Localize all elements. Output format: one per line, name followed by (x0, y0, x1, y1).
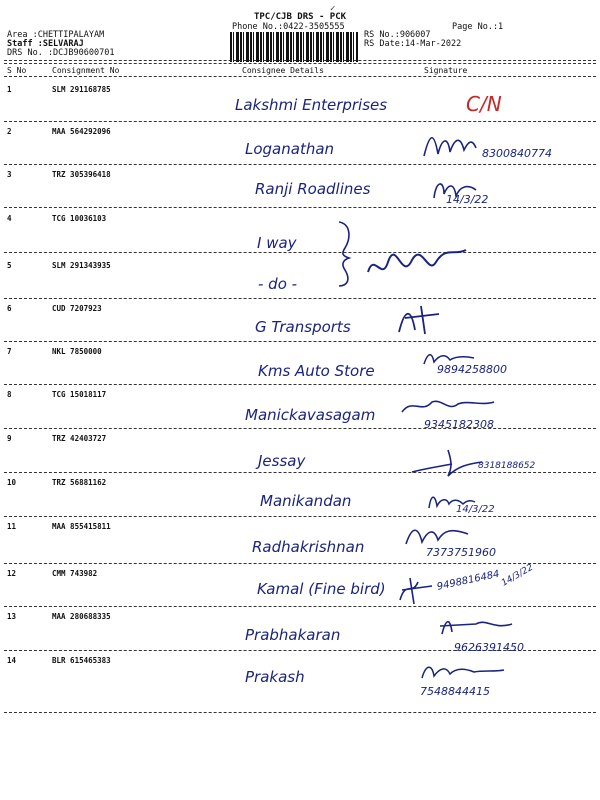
check-mark-icon: ✓ (330, 4, 336, 14)
row-sno: 12 (7, 569, 17, 578)
consignee-name: Radhakrishnan (252, 538, 365, 556)
consignee-name: Ranji Roadlines (255, 180, 371, 198)
row-divider (4, 516, 596, 517)
row-consignment: SLM 291168785 (52, 85, 111, 94)
signature-row-2 (420, 128, 480, 162)
row-consignment: MAA 855415811 (52, 522, 111, 531)
consignee-name: Jessay (258, 452, 306, 470)
row-divider (4, 712, 596, 713)
row-consignment: TRZ 305396418 (52, 170, 111, 179)
row-sno: 7 (7, 347, 12, 356)
column-header-sno: S No (7, 66, 27, 75)
phone-number: Phone No.:0422-3505555 (232, 22, 345, 32)
row-consignment: TCG 15018117 (52, 390, 107, 399)
document-title: TPC/CJB DRS - PCK (253, 12, 347, 22)
row-divider (4, 164, 596, 165)
row-consignment: MAA 280688335 (52, 612, 111, 621)
area-label: Area :CHETTIPALAYAM (7, 30, 105, 40)
signature-row-6 (395, 302, 445, 336)
row-consignment: NKL 7850000 (52, 347, 102, 356)
row-divider (4, 341, 596, 342)
row-sno: 5 (7, 261, 12, 270)
consignee-name: G Transports (255, 318, 351, 336)
row-consignment: TRZ 42403727 (52, 434, 107, 443)
consignee-name: Loganathan (245, 140, 335, 158)
divider (4, 60, 596, 61)
column-header-consignee: Consignee Details (242, 66, 324, 75)
row-consignment: MAA 564292096 (52, 127, 111, 136)
row-divider (4, 252, 596, 253)
divider (4, 76, 596, 77)
consignee-name: Manickavasagam (245, 406, 376, 424)
phone-handwritten: 8300840774 (482, 147, 552, 160)
consignee-name: Prakash (245, 668, 305, 686)
consignee-name: - do - (258, 275, 298, 293)
consignee-name: Prabhakaran (245, 626, 341, 644)
row-divider (4, 121, 596, 122)
phone-handwritten: 7548844415 (420, 685, 490, 698)
consignee-name: Kms Auto Store (258, 362, 375, 380)
row-divider (4, 606, 596, 607)
signature-row-8 (398, 394, 498, 418)
signature-row-13 (436, 614, 516, 640)
row-sno: 14 (7, 656, 17, 665)
consignee-name: Lakshmi Enterprises (235, 96, 388, 114)
signature-row-4-5 (362, 232, 472, 292)
phone-handwritten: 7373751960 (426, 546, 496, 559)
cn-mark: C/N (466, 92, 502, 116)
column-header-signature: Signature (424, 66, 468, 75)
row-divider (4, 298, 596, 299)
row-divider (4, 563, 596, 564)
phone-handwritten: 9626391450 (454, 641, 524, 654)
row-consignment: TRZ 56881162 (52, 478, 107, 487)
signature-row-14 (418, 660, 508, 684)
row-divider (4, 384, 596, 385)
row-divider (4, 472, 596, 473)
consignee-name: I way (257, 234, 297, 252)
row-sno: 3 (7, 170, 12, 179)
signature-row-9 (408, 448, 488, 478)
rs-date: RS Date:14-Mar-2022 (364, 39, 462, 49)
consignee-name: Kamal (Fine bird) (257, 580, 386, 598)
column-header-consignment: Consignment No (52, 66, 120, 75)
consignee-name: Manikandan (260, 492, 352, 510)
brace-icon (335, 218, 357, 288)
row-sno: 4 (7, 214, 12, 223)
row-sno: 6 (7, 304, 12, 313)
row-sno: 1 (7, 85, 12, 94)
divider (4, 63, 596, 64)
staff-label: Staff :SELVARAJ (7, 39, 84, 49)
phone-handwritten: 9345182308 (424, 418, 494, 431)
page-number: Page No.:1 (452, 22, 504, 32)
rs-number: RS No.:906007 (364, 30, 431, 40)
date-handwritten: 14/3/22 (446, 193, 489, 206)
row-divider (4, 428, 596, 429)
row-sno: 13 (7, 612, 17, 621)
phone-handwritten: 8318188652 (478, 461, 536, 471)
date-handwritten: 14/3/22 (500, 562, 536, 589)
row-consignment: TCG 10036103 (52, 214, 107, 223)
row-sno: 11 (7, 522, 17, 531)
drs-number: DRS No. :DCJB90600701 (7, 48, 115, 58)
row-consignment: CMM 743982 (52, 569, 98, 578)
row-consignment: SLM 291343935 (52, 261, 111, 270)
row-consignment: CUD 7207923 (52, 304, 102, 313)
row-consignment: BLR 615465383 (52, 656, 111, 665)
row-sno: 2 (7, 127, 12, 136)
row-sno: 9 (7, 434, 12, 443)
barcode (230, 32, 358, 62)
row-sno: 8 (7, 390, 12, 399)
phone-handwritten: 9894258800 (437, 363, 507, 376)
row-divider (4, 207, 596, 208)
phone-handwritten: 9498816484 (436, 568, 501, 593)
date-handwritten: 14/3/22 (456, 504, 495, 515)
row-sno: 10 (7, 478, 17, 487)
signature-row-12 (396, 574, 436, 606)
